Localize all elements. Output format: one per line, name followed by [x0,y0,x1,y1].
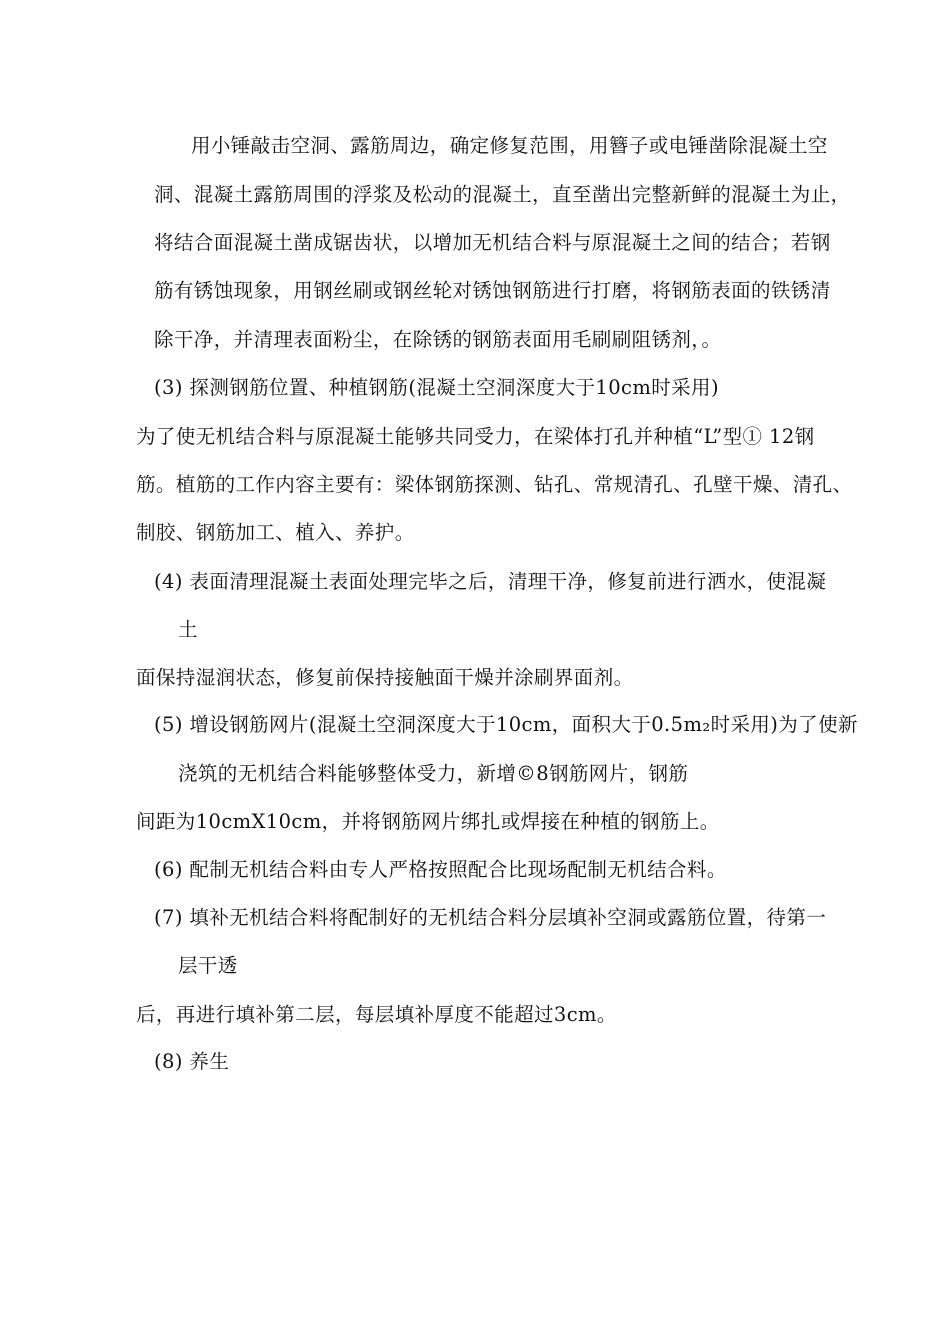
paragraph-line: 将结合面混凝土凿成锯齿状，以增加无机结合料与原混凝土之间的结合；若钢 [154,231,831,254]
paragraph-line: 土 [178,618,198,641]
paragraph-line: 层干透 [178,954,238,977]
section-heading: (7) 填补无机结合料将配制好的无机结合料分层填补空洞或露筋位置，待第一 [154,906,827,929]
paragraph-line: 制胶、钢筋加工、植入、养护。 [136,521,415,544]
paragraph-line: 后，再进行填补第二层，每层填补厚度不能超过3cm。 [136,1003,617,1026]
paragraph-line: 间距为10cmX10cm，并将钢筋网片绑扎或焊接在种植的钢筋上。 [136,810,720,833]
section-heading: (3) 探测钢筋位置、种植钢筋(混凝土空洞深度大于10cm时采用) [154,376,719,399]
paragraph-line: 除干净，并清理表面粉尘，在除锈的钢筋表面用毛刷刷阻锈剂，。 [154,328,722,351]
section-heading: (8) 养生 [154,1050,230,1073]
paragraph-line: 为了使无机结合料与原混凝土能够共同受力，在梁体打孔并种植“L”型① 12钢 [136,425,815,448]
paragraph-line: 面保持湿润状态，修复前保持接触面干燥并涂刷界面剂。 [136,666,634,689]
paragraph-line: 洞、混凝土露筋周围的浮浆及松动的混凝土，直至凿出完整新鲜的混凝土为止， [154,183,851,206]
paragraph-line: 筋有锈蚀现象，用钢丝刷或钢丝轮对锈蚀钢筋进行打磨，将钢筋表面的铁锈清 [154,279,831,302]
section-heading: (4) 表面清理混凝土表面处理完毕之后，清理干净，修复前进行洒水，使混凝 [154,570,827,593]
paragraph-line: 筋。植筋的工作内容主要有：梁体钢筋探测、钻孔、常规清孔、孔壁干燥、清孔、 [136,473,853,496]
section-heading: (5) 增设钢筋网片(混凝土空洞深度大于10cm，面积大于0.5m₂时采用)为了使新 [154,713,858,736]
section-heading: (6) 配制无机结合料由专人严格按照配合比现场配制无机结合料。 [154,858,727,881]
paragraph-line: 浇筑的无机结合料能够整体受力，新增©8钢筋网片，钢筋 [178,762,689,785]
paragraph-line: 用小锤敲击空洞、露筋周边，确定修复范围，用簪子或电锤凿除混凝土空 [191,134,828,157]
